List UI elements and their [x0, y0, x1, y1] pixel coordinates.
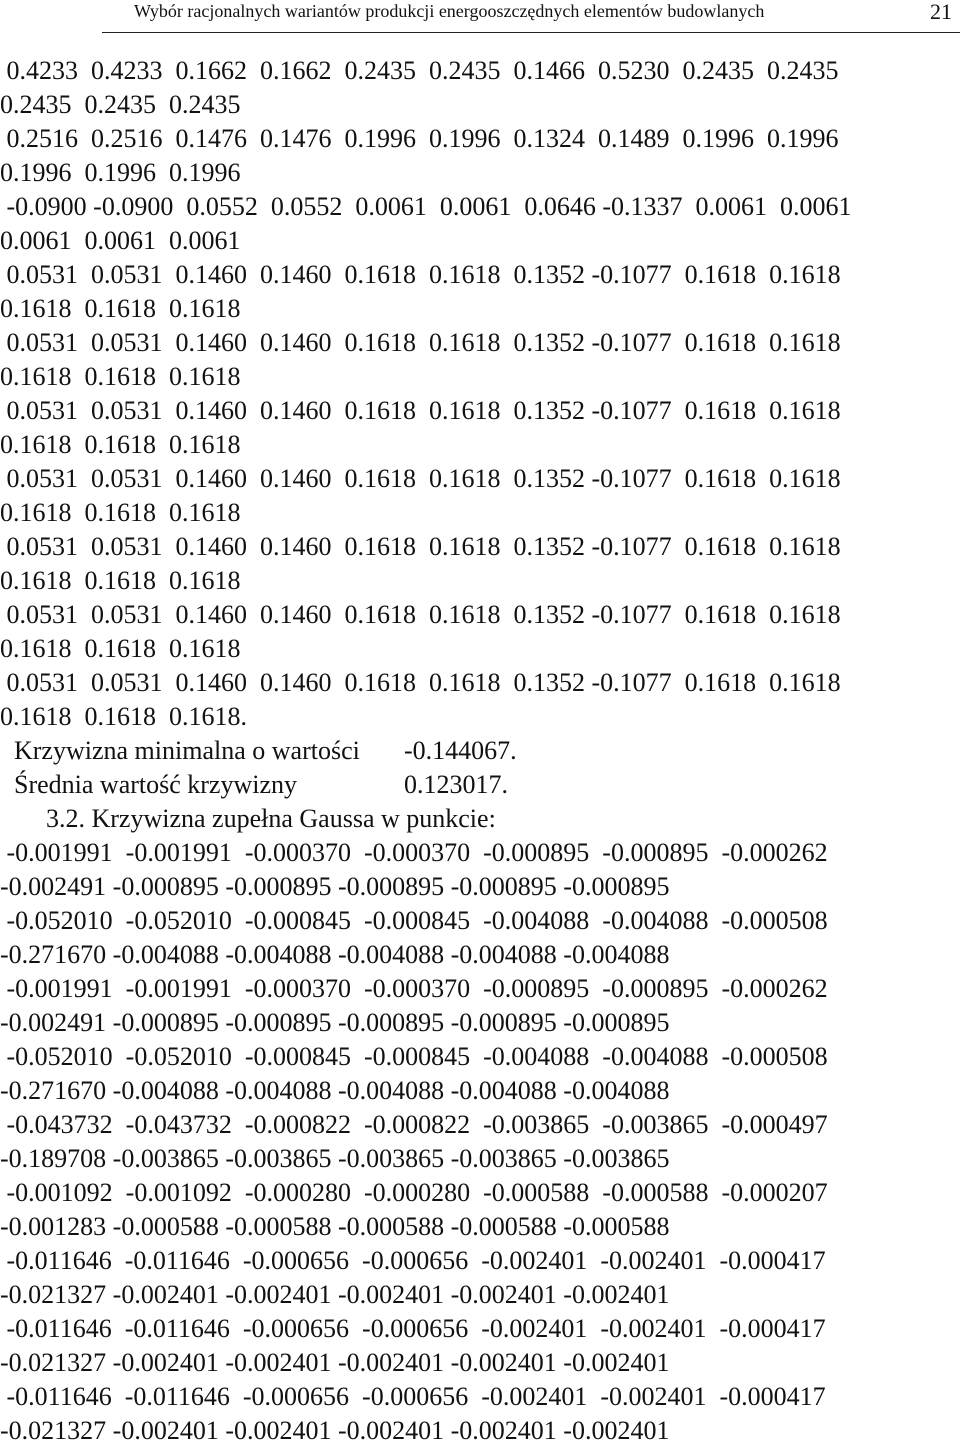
- gauss-row: -0.011646 -0.011646 -0.000656 -0.000656 -0.002401 -0.002401 -0.000417: [0, 1382, 826, 1411]
- page-body: [0, 54, 960, 1448]
- running-title: Wybór racjonalnych wariantów produkcji energooszczędnych elementów budowlanych: [134, 1, 765, 21]
- curvature-row: 0.0531 0.0531 0.1460 0.1460 0.1618 0.1618 0.1352 -0.1077 0.1618 0.1618: [0, 260, 841, 289]
- curvature-row: 0.2516 0.2516 0.1476 0.1476 0.1996 0.1996 0.1324 0.1489 0.1996 0.1996: [0, 124, 839, 153]
- gauss-row: -0.001092 -0.001092 -0.000280 -0.000280 -0.000588 -0.000588 -0.000207: [0, 1178, 828, 1207]
- gauss-row: -0.001991 -0.001991 -0.000370 -0.000370 -0.000895 -0.000895 -0.000262: [0, 974, 828, 1003]
- gauss-row: -0.043732 -0.043732 -0.000822 -0.000822 -0.003865 -0.003865 -0.000497: [0, 1110, 828, 1139]
- gauss-row: -0.011646 -0.011646 -0.000656 -0.000656 -0.002401 -0.002401 -0.000417: [0, 1314, 826, 1343]
- gauss-row: -0.052010 -0.052010 -0.000845 -0.000845 -0.004088 -0.004088 -0.000508: [0, 906, 828, 935]
- curvature-row: 0.1618 0.1618 0.1618.: [0, 702, 247, 731]
- curvature-row: 0.0531 0.0531 0.1460 0.1460 0.1618 0.1618 0.1352 -0.1077 0.1618 0.1618: [0, 668, 841, 697]
- curvature-row: 0.1618 0.1618 0.1618: [0, 498, 241, 527]
- header-divider: [102, 32, 960, 33]
- curvature-row: 0.1618 0.1618 0.1618: [0, 634, 241, 663]
- gauss-row: -0.271670 -0.004088 -0.004088 -0.004088 -0.004088 -0.004088: [0, 940, 670, 969]
- min-curvature-label: Krzywizna minimalna o wartości: [14, 736, 360, 765]
- gauss-values-block: [0, 836, 960, 1448]
- curvature-row: 0.4233 0.4233 0.1662 0.1662 0.2435 0.2435 0.1466 0.5230 0.2435 0.2435: [0, 56, 839, 85]
- curvature-row: 0.1618 0.1618 0.1618: [0, 430, 241, 459]
- mean-curvature-line: [0, 768, 960, 802]
- curvature-row: 0.0061 0.0061 0.0061: [0, 226, 241, 255]
- curvature-row: 0.1618 0.1618 0.1618: [0, 362, 241, 391]
- gauss-row: -0.189708 -0.003865 -0.003865 -0.003865 -0.003865 -0.003865: [0, 1144, 670, 1173]
- gauss-row: -0.011646 -0.011646 -0.000656 -0.000656 -0.002401 -0.002401 -0.000417: [0, 1246, 826, 1275]
- min-curvature-line: [0, 734, 960, 768]
- mean-curvature-value: 0.123017.: [404, 770, 508, 799]
- curvature-row: 0.0531 0.0531 0.1460 0.1460 0.1618 0.1618 0.1352 -0.1077 0.1618 0.1618: [0, 532, 841, 561]
- page-header: [0, 0, 960, 34]
- curvature-row: 0.0531 0.0531 0.1460 0.1460 0.1618 0.1618 0.1352 -0.1077 0.1618 0.1618: [0, 600, 841, 629]
- gauss-row: -0.002491 -0.000895 -0.000895 -0.000895 -0.000895 -0.000895: [0, 872, 670, 901]
- curvature-row: 0.0531 0.0531 0.1460 0.1460 0.1618 0.1618 0.1352 -0.1077 0.1618 0.1618: [0, 464, 841, 493]
- gauss-row: -0.021327 -0.002401 -0.002401 -0.002401 -0.002401 -0.002401: [0, 1416, 670, 1445]
- curvature-row: 0.1996 0.1996 0.1996: [0, 158, 241, 187]
- gauss-row: -0.052010 -0.052010 -0.000845 -0.000845 -0.004088 -0.004088 -0.000508: [0, 1042, 828, 1071]
- gauss-row: -0.002491 -0.000895 -0.000895 -0.000895 -0.000895 -0.000895: [0, 1008, 670, 1037]
- gauss-row: -0.271670 -0.004088 -0.004088 -0.004088 -0.004088 -0.004088: [0, 1076, 670, 1105]
- min-curvature-value: -0.144067.: [404, 736, 517, 765]
- curvature-row: 0.1618 0.1618 0.1618: [0, 294, 241, 323]
- section-heading: 3.2. Krzywizna zupełna Gaussa w punkcie:: [46, 804, 496, 833]
- gauss-row: -0.021327 -0.002401 -0.002401 -0.002401 -0.002401 -0.002401: [0, 1280, 670, 1309]
- mean-curvature-label: Średnia wartość krzywizny: [14, 770, 298, 799]
- page-number: 21: [930, 0, 952, 24]
- gauss-row: -0.001991 -0.001991 -0.000370 -0.000370 -0.000895 -0.000895 -0.000262: [0, 838, 828, 867]
- curvature-values-block: [0, 54, 960, 734]
- curvature-row: 0.2435 0.2435 0.2435: [0, 90, 241, 119]
- curvature-row: 0.1618 0.1618 0.1618: [0, 566, 241, 595]
- curvature-row: 0.0531 0.0531 0.1460 0.1460 0.1618 0.1618 0.1352 -0.1077 0.1618 0.1618: [0, 396, 841, 425]
- gauss-row: -0.021327 -0.002401 -0.002401 -0.002401 -0.002401 -0.002401: [0, 1348, 670, 1377]
- gauss-row: -0.001283 -0.000588 -0.000588 -0.000588 -0.000588 -0.000588: [0, 1212, 670, 1241]
- curvature-row: -0.0900 -0.0900 0.0552 0.0552 0.0061 0.0061 0.0646 -0.1337 0.0061 0.0061: [0, 192, 852, 221]
- curvature-row: 0.0531 0.0531 0.1460 0.1460 0.1618 0.1618 0.1352 -0.1077 0.1618 0.1618: [0, 328, 841, 357]
